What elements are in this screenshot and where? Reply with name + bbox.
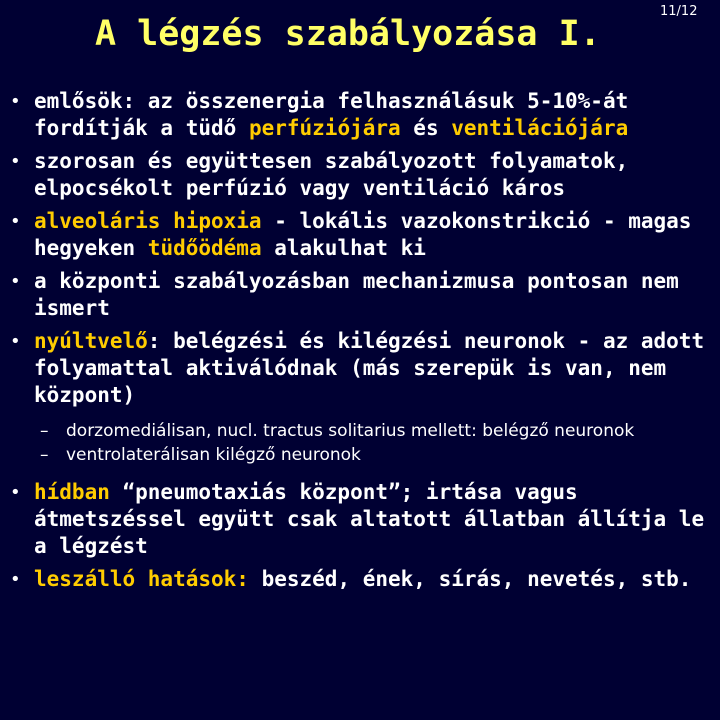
bullet-text: : belégzési és kilégzési neuronok - az adott folyamattal aktiválódnak (más szerepük is van, nem központ): [34, 329, 705, 407]
page-number: 11/12: [660, 4, 698, 19]
slide-title: A légzés szabályozása I.: [95, 14, 601, 54]
bullet-pons: [8, 479, 714, 560]
bullet-alveolar-hypoxia: [8, 208, 714, 262]
highlight-medulla: nyúltvelő: [34, 329, 148, 353]
sub-bullet-dorsomedial: – dorzomediálisan, nucl. tractus solitarius mellett: belégző neuronok: [8, 419, 714, 443]
highlight-alveolar-hypoxia: alveoláris hipoxia: [34, 209, 262, 233]
bullet-mammals-energy: [8, 88, 714, 142]
highlight-perfusion: perfúziójára: [248, 116, 401, 140]
highlight-ventilation: ventilációjára: [451, 116, 629, 140]
highlight-pons: hídban: [34, 480, 110, 504]
bullet-text: szorosan és együttesen szabályozott folyamatok, elpocsékolt perfúzió vagy ventiláció káros: [34, 149, 629, 200]
bullet-text: - lokális vazokonstrikció - magas hegyeken: [34, 209, 692, 260]
bullet-medulla: [8, 328, 714, 409]
bullet-list: [8, 88, 714, 599]
bullet-descending-effects: [8, 566, 714, 593]
highlight-descending-effects: leszálló hatások:: [34, 567, 249, 591]
bullet-text: alakulhat ki: [261, 236, 426, 260]
sub-bullet-list: [8, 419, 714, 467]
bullet-text: és: [400, 116, 452, 140]
bullet-text: beszéd, ének, sírás, nevetés, stb.: [248, 567, 692, 591]
sub-bullet-ventrolateral: – ventrolaterálisan kilégző neuronok: [8, 443, 714, 467]
bullet-text: emlősök: az összenergia felhasználásuk 5-10%-át fordítják a tüdő: [34, 89, 629, 140]
bullet-text: “pneumotaxiás központ”; irtása vagus átmetszéssel együtt csak altatott állatban állítja le a légzést: [34, 480, 705, 558]
bullet-central-regulation: [8, 268, 714, 322]
bullet-text: a központi szabályozásban mechanizmusa pontosan nem ismert: [34, 269, 679, 320]
bullet-coordinated-regulation: [8, 148, 714, 202]
highlight-lung-edema: tüdőödéma: [147, 236, 262, 260]
